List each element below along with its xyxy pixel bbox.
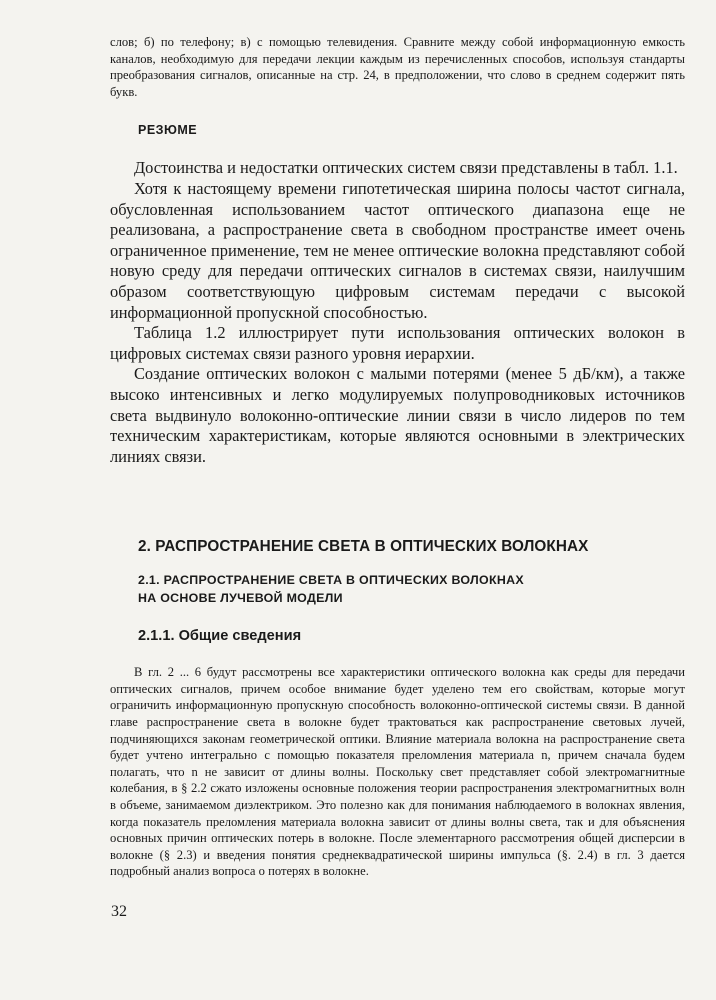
- section-heading-line: 2.1. РАСПРОСТРАНЕНИЕ СВЕТА В ОПТИЧЕСКИХ ВОЛОКНАХ: [138, 573, 524, 588]
- section-heading-line: НА ОСНОВЕ ЛУЧЕВОЙ МОДЕЛИ: [138, 590, 343, 605]
- page-content: [110, 34, 685, 880]
- resume-paragraph: Таблица 1.2 иллюстрирует пути использования оптических волокон в цифровых системах связи разного уровня иерархии.: [110, 323, 685, 363]
- subsection-heading: 2.1.1. Общие сведения: [138, 628, 302, 645]
- chapter-heading: 2. РАСПРОСТРАНЕНИЕ СВЕТА В ОПТИЧЕСКИХ ВОЛОКНАХ: [138, 538, 589, 556]
- resume-body: [110, 158, 685, 467]
- resume-paragraph: Достоинства и недостатки оптических систем связи представлены в табл. 1.1.: [134, 158, 678, 178]
- resume-paragraph: Хотя к настоящему времени гипотетическая ширина полосы частот сигнала, обусловленная использованием частот оптического диапазона еще не реализована, а распространение света в свободном пространстве имеет очень ограниченное применение, тем не менее оптические волокна представляют собой новую среду для передачи оптических сигналов в системах связи, наилучшим образом соответствующую цифровым системам передачи с высокой информационной пропускной способностью.: [110, 178, 685, 322]
- subsection-body: В гл. 2 ... 6 будут рассмотрены все характеристики оптического волокна как среды для передачи оптических сигналов, причем особое внимание будет уделено тем его свойствам, которые могут ограничить информационную пропускную способность волоконно-оптической системы связи. В данной главе распространение света в волокне будет трактоваться как распространение световых лучей, подчиняющихся законам геометрической оптики. Влияние материала волокна на распространение света будет учтено интегрально с помощью показателя преломления материала n, причем сначала будем полагать, что n не зависит от длины волны. Поскольку свет представляет собой электромагнитные колебания, в § 2.2 сжато изложены основные положения теории распространения электромагнитных волн в объеме, занимаемом диэлектриком. Это полезно как для понимания наблюдаемого в волокнах явления, когда показатель преломления материала волокна зависит от длины волны света, так и для объяснения основных причин оптических потерь в волокне. После элементарного рассмотрения общей дисперсии в волокне (§ 2.3) и введения понятия среднеквадратической ширины импульса (§. 2.4) в гл. 3 дается подробный анализ вопроса о потерях в волокне.: [110, 665, 685, 879]
- section-heading: [110, 572, 685, 607]
- resume-heading: РЕЗЮМЕ: [138, 123, 198, 138]
- page-number: 32: [111, 903, 127, 920]
- resume-paragraph: Создание оптических волокон с малыми потерями (менее 5 дБ/км), а также высоко интенсивных и легко модулируемых полупроводниковых источников света выдвинуло волоконно-оптические линии связи в число лидеров по тем техническим характеристикам, которые являются основными в электрических линиях связи.: [110, 364, 685, 466]
- intro-paragraph: слов; б) по телефону; в) с помощью телевидения. Сравните между собой информационную емкость каналов, необходимую для передачи лекции каждым из перечисленных способов, используя стандарты преобразования сигналов, описанные на стр. 24, в предположении, что слово в среднем содержит пять букв.: [110, 35, 685, 99]
